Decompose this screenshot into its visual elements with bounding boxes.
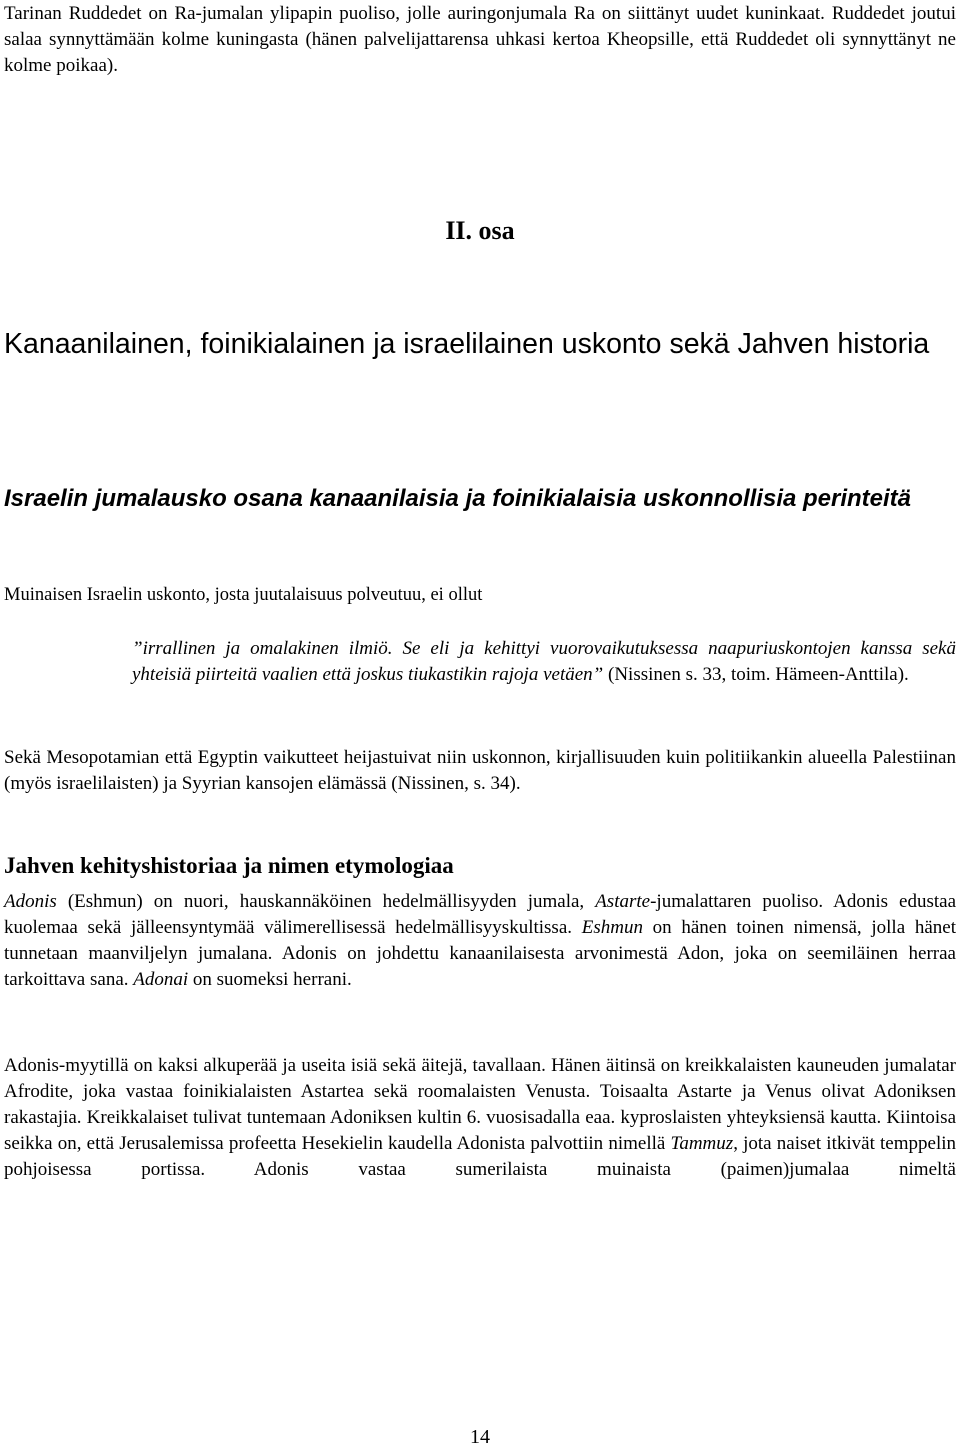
page-number: 14 xyxy=(470,1426,490,1448)
term-tammuz: Tammuz xyxy=(670,1133,734,1154)
myth-text-1: Adonis-myytillä on kaksi alkuperää ja useita isiä sekä äitejä, tavallaan. Hänen äitinsä on kreikkalaisten kauneuden jumalatar Afrodite, joka vastaa foinikialaisten Astartea sekä roomalaisten Venusta. Toisaalta Astarte ja Venus olivat Adoniksen rakastajia. Kreikkalaiset tulivat tuntemaan Adoniksen kultin 6. vuosisadalla eaa. kyproslaisten yhteyksiensä kautta. Kiintoisa seikka on, että Jerusalemissa profeetta Hesekielin kaudella Adonista palvottiin nimellä xyxy=(4,1055,956,1154)
section-title: Israelin jumalausko osana kanaanilaisia ja foinikialaisia uskonnollisia perinteitä xyxy=(4,485,912,512)
term-adonai: Adonai xyxy=(133,969,189,990)
myth-paragraph xyxy=(4,1053,956,1183)
part-title: II. osa xyxy=(445,216,515,245)
term-eshmun: Eshmun xyxy=(581,917,643,938)
chapter-title: Kanaanilainen, foinikialainen ja israelilainen uskonto sekä Jahven historia xyxy=(4,328,930,360)
term-adonis: Adonis xyxy=(4,891,57,912)
quote-source: (Nissinen s. 33, toim. Hämeen-Anttila). xyxy=(603,664,909,685)
lead-sentence: Muinaisen Israelin uskonto, josta juutalaisuus polveutuu, ei ollut xyxy=(4,585,483,605)
adonis-paragraph xyxy=(4,889,956,993)
intro-paragraph: Tarinan Ruddedet on Ra-jumalan ylipapin puoliso, jolle auringonjumala Ra on siittänyt uudet kuninkaat. Ruddedet joutui salaa synnyttämään kolme kuningasta (hänen palvelijattarensa uhkasi kertoa Kheopsille, että Ruddedet oli synnyttänyt ne kolme poikaa). xyxy=(4,3,956,76)
adonis-text-2: -jumalattaren puoliso. Adonis edustaa kuolemaa sekä jälleensyntymää välimerellisessä hedelmällisyyskultissa. xyxy=(4,891,956,938)
adonis-text-3: on hänen toinen nimensä, jolla hänet tunnetaan maanviljelyn jumalana. Adonis on johdettu kanaanilaisesta arvonimestä Adon, joka on seemiläinen herraa tarkoittava sana. xyxy=(4,917,956,990)
quote-close-mark: ” xyxy=(592,664,604,685)
quote-open-mark: ” xyxy=(132,638,143,659)
term-astarte: Astarte xyxy=(595,891,651,912)
myth-text-2: , jota naiset itkivät temppelin pohjoisessa portissa. Adonis vastaa sumerilaista muinaista (paimen)jumalaa nimeltä xyxy=(4,1133,957,1180)
quote-text: irrallinen ja omalakinen ilmiö. Se eli ja kehittyi vuorovaikutuksessa naapuriuskontojen kanssa sekä yhteisiä piirteitä vaalien että joskus tiukastikin rajoja vetäen xyxy=(132,638,956,685)
block-quote xyxy=(132,636,956,688)
adonis-text-1: (Eshmun) on nuori, hauskannäköinen hedelmällisyyden jumala, xyxy=(56,891,596,912)
adonis-text-4: on suomeksi herrani. xyxy=(188,969,352,990)
subsection-title: Jahven kehityshistoriaa ja nimen etymologiaa xyxy=(4,853,454,878)
influence-paragraph: Sekä Mesopotamian että Egyptin vaikutteet heijastuivat niin uskonnon, kirjallisuuden kuin politiikankin alueella Palestiinan (myös israelilaisten) ja Syyrian kansojen elämässä (Nissinen, s. 34). xyxy=(4,747,956,794)
